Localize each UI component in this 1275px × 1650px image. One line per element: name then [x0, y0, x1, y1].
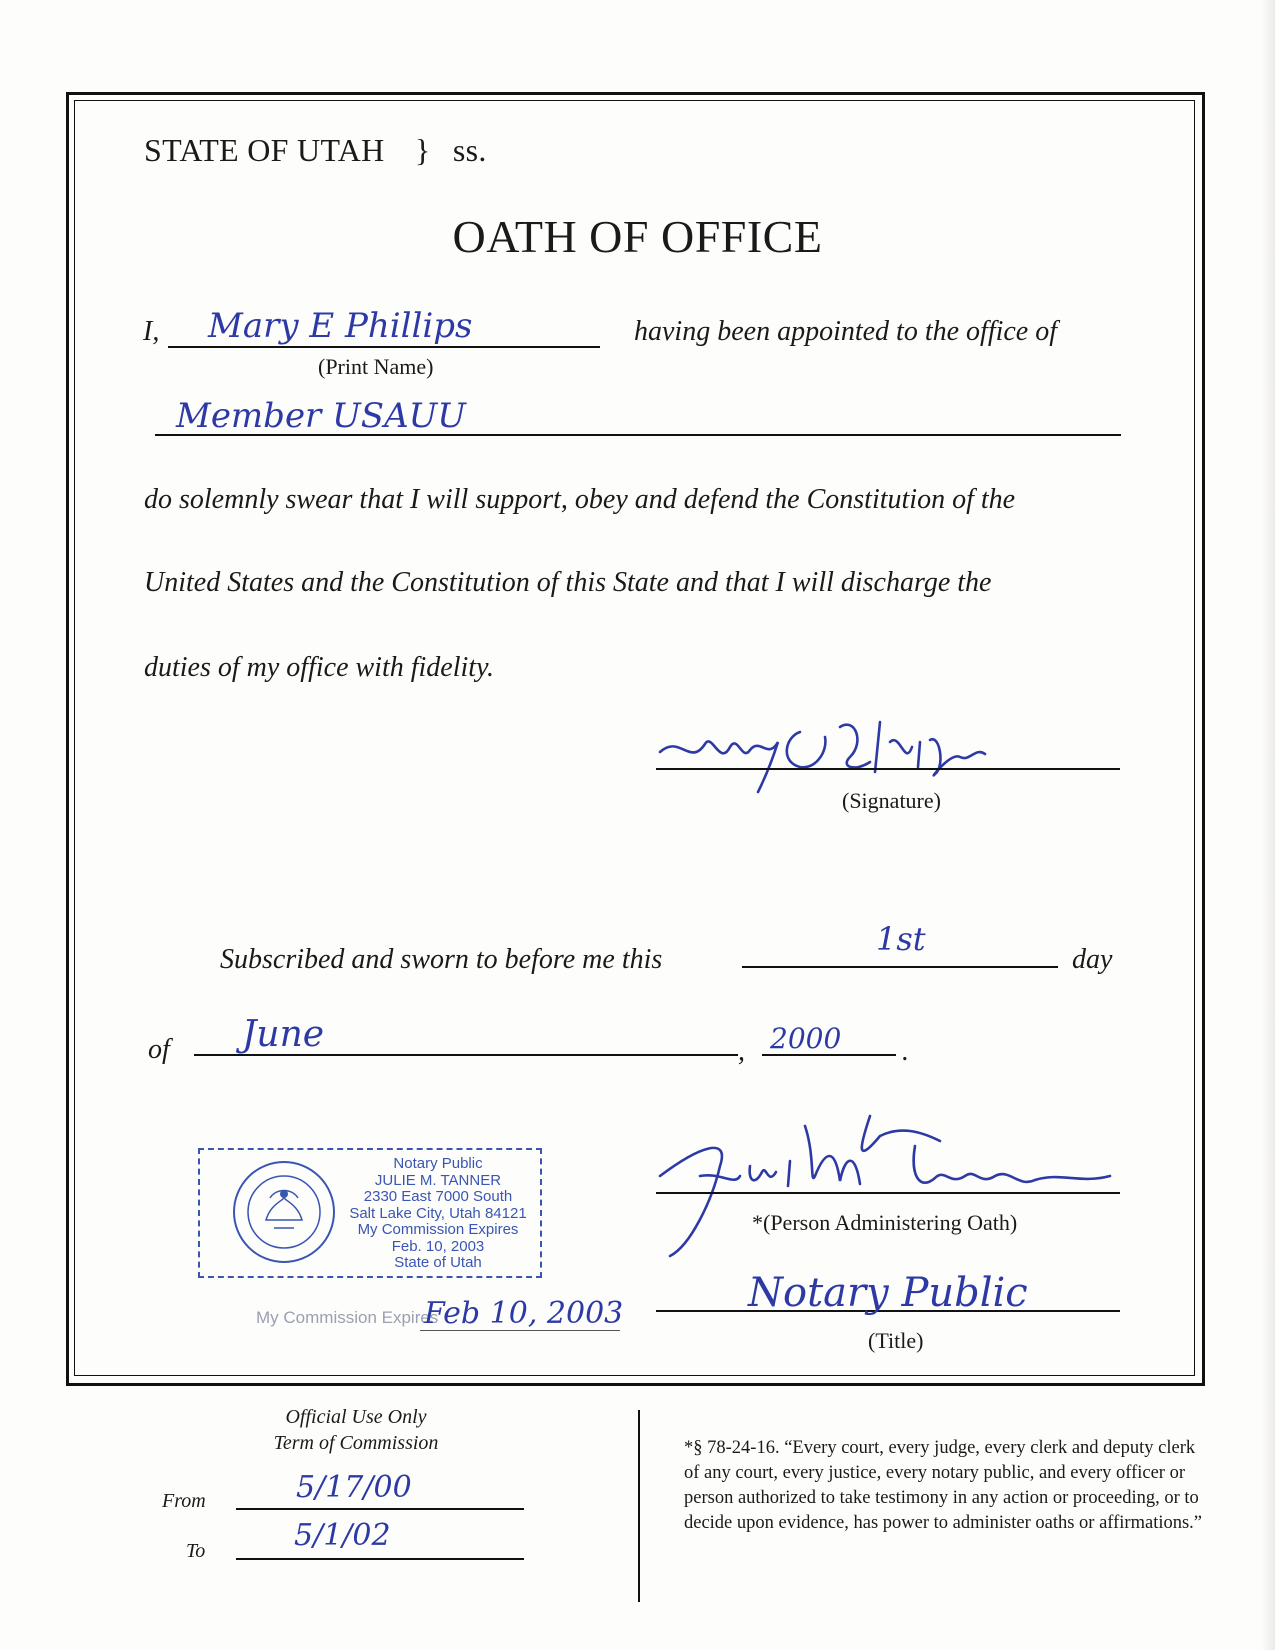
oath-body-line-2: United States and the Constitution of this State and that I will discharge the [144, 567, 992, 598]
commission-expires-label: My Commission Expires [256, 1308, 439, 1327]
to-line [236, 1558, 524, 1560]
year-handwritten: 2000 [770, 1022, 842, 1055]
venue-ss: ss. [452, 132, 487, 168]
seal-line-6: Feb. 10, 2003 [391, 1237, 485, 1255]
seal-line-4: Salt Lake City, Utah 84121 [349, 1204, 527, 1222]
month-handwritten: June [242, 1014, 325, 1055]
office-handwritten: Member USAUU [176, 396, 466, 436]
appointed-text: having been appointed to the office of [634, 316, 1058, 347]
subscribed-text: Subscribed and sworn to before me this [220, 944, 663, 975]
from-line [236, 1508, 524, 1510]
great-seal-icon [230, 1158, 338, 1266]
seal-line-2: JULIE M. TANNER [374, 1171, 502, 1189]
print-name-line [168, 346, 600, 348]
administrator-line [656, 1192, 1120, 1194]
comma: , [738, 1036, 745, 1067]
seal-line-7: State of Utah [394, 1254, 482, 1271]
official-use-heading: Official Use Only [285, 1406, 427, 1428]
notary-seal-stamp [198, 1148, 542, 1278]
to-value: 5/1/02 [294, 1518, 391, 1553]
section-divider [638, 1410, 640, 1602]
print-name-caption: (Print Name) [318, 354, 434, 379]
seal-line-3: 2330 East 7000 South [363, 1188, 513, 1205]
notary-signature-image [640, 1106, 1140, 1266]
document-title: OATH OF OFFICE [452, 211, 823, 262]
signature-image [650, 712, 1010, 802]
oath-body-line-1: do solemnly swear that I will support, obey and defend the Constitution of the [144, 484, 1016, 515]
brace: } [414, 132, 431, 168]
of-label: of [148, 1034, 170, 1065]
notary-seal-text [336, 1156, 540, 1272]
seal-line-5: My Commission Expires [357, 1221, 519, 1238]
period: . [902, 1036, 909, 1067]
from-label: From [162, 1490, 206, 1512]
oath-body-line-3: duties of my office with fidelity. [144, 652, 494, 683]
day-line [742, 966, 1058, 968]
from-value: 5/17/00 [296, 1470, 412, 1505]
seal-line-1: Notary Public [393, 1155, 483, 1172]
administrator-caption: *(Person Administering Oath) [752, 1210, 1018, 1235]
day-label: day [1072, 944, 1113, 975]
title-handwritten: Notary Public [748, 1270, 1028, 1316]
venue-heading [144, 132, 487, 169]
signature-caption: (Signature) [842, 788, 941, 813]
state-label: STATE OF UTAH [144, 132, 385, 168]
signature-line [656, 768, 1120, 770]
term-heading: Term of Commission [273, 1432, 439, 1454]
commission-date-handwritten: Feb 10, 2003 [424, 1296, 624, 1331]
oath-prefix: I, [143, 316, 160, 347]
to-label: To [186, 1540, 206, 1562]
print-name-handwritten: Mary E Phillips [208, 306, 473, 346]
statute-footnote: *§ 78-24-16. “Every court, every judge, every clerk and deputy clerk of any court, every justice, every notary public, and every officer or person authorized to take testimony in any action or proceeding, or to decide upon evidence, has power to administer oaths or affirmations.” [684, 1438, 1203, 1533]
day-handwritten: 1st [876, 920, 926, 958]
title-caption: (Title) [868, 1328, 924, 1353]
